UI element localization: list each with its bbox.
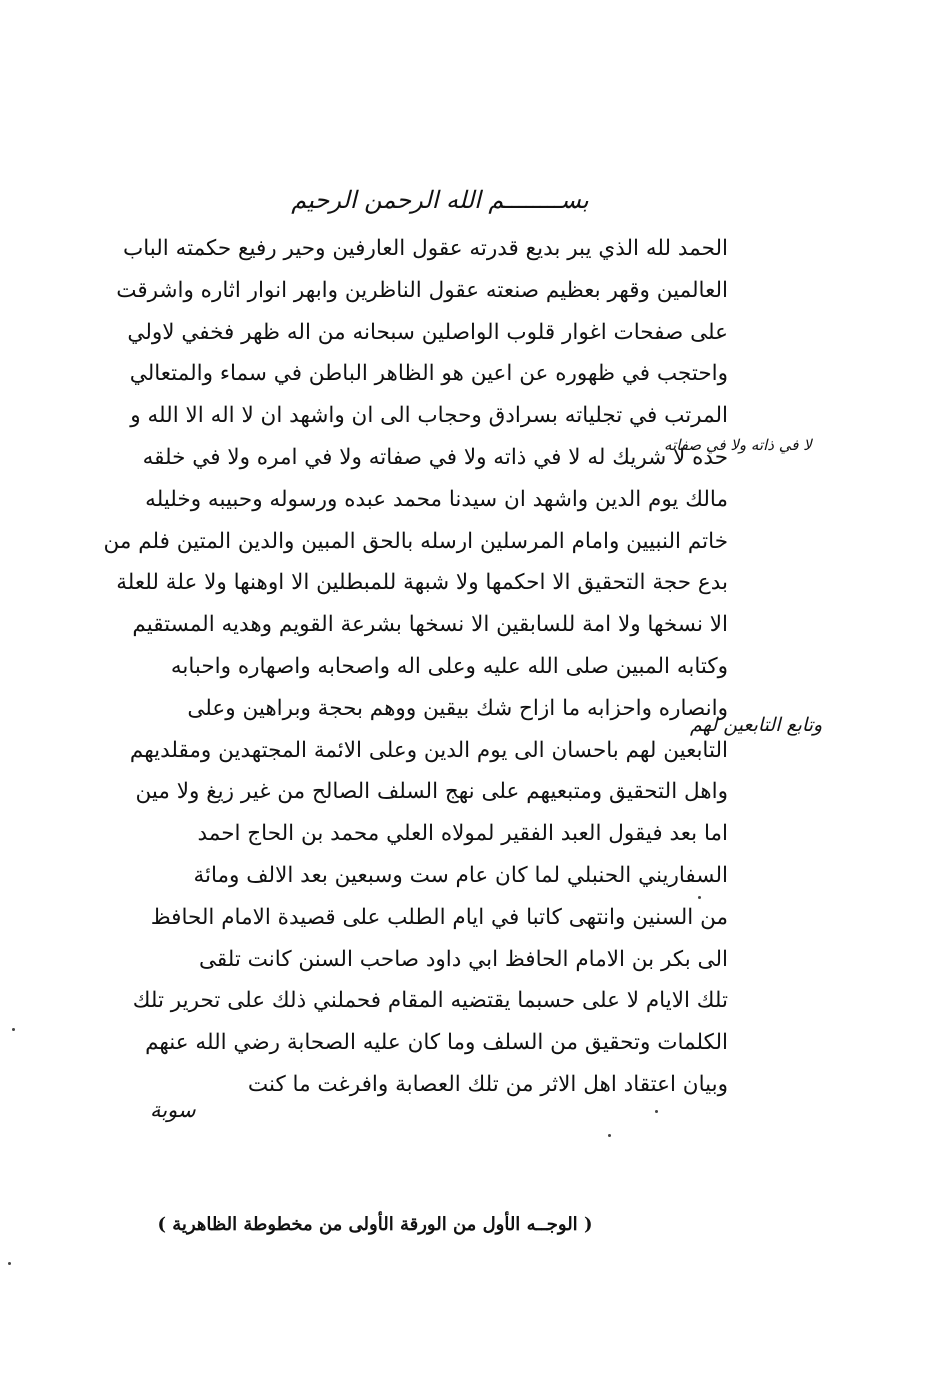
- manuscript-line-13: التابعين لهم باحسان الى يوم الدين وعلى الائمة المجتهدين ومقلديهم: [129, 737, 728, 763]
- manuscript-line-11: وكتابه المبين صلى الله عليه وعلى اله واصحابه واصهاره واحبابه: [170, 653, 728, 679]
- manuscript-line-17: من السنين وانتهى كاتبا في ايام الطلب على قصيدة الامام الحافظ: [150, 904, 728, 930]
- scan-speck: [655, 1110, 658, 1113]
- manuscript-line-2: العالمين وقهر بعظيم صنعته عقول الناظرين وابهر انوار اثاره واشرقت: [116, 277, 728, 303]
- page-caption: ( الوجــه الأول من الورقة الأولى من مخطوطة الظاهرية ): [157, 1214, 593, 1235]
- manuscript-line-16: السفاريني الحنبلي لما كان عام ست وسبعين بعد الالف ومائة: [193, 862, 728, 888]
- catchword: سوبة: [150, 1098, 196, 1122]
- manuscript-line-19: تلك الايام لا على حسبما يقتضيه المقام فحملني ذلك على تحرير تلك: [132, 988, 728, 1014]
- manuscript-line-4: واحتجب في ظهوره عن اعين هو الظاهر الباطن في سماء والمتعالي: [129, 361, 728, 387]
- manuscript-line-9: بدع حجة التحقيق الا احكمها ولا شبهة للمبطلين الا اوهنها ولا علة للعلة: [116, 570, 728, 596]
- manuscript-line-1: الحمد لله الذي يبر بديع قدرته عقول العارفين وحير رفيع حكمته الباب: [122, 236, 728, 261]
- manuscript-line-7: مالك يوم الدين واشهد ان سيدنا محمد عبده ورسوله وحبيبه وخليله: [145, 486, 728, 512]
- manuscript-line-10: الا نسخها ولا امة للسابقين الا نسخها بشرعة القويم وهديه المستقيم: [132, 612, 728, 638]
- manuscript-line-18: الى بكر بن الامام الحافظ ابي داود صاحب السنن كانت تلقى: [198, 946, 728, 972]
- manuscript-line-8: خاتم النبيين وامام المرسلين ارسله بالحق المبين والدين المتين فلم من: [103, 528, 728, 554]
- manuscript-line-21: وبيان اعتقاد اهل الاثر من تلك العصابة وافرغت ما كنت: [247, 1071, 728, 1097]
- manuscript-line-20: الكلمات وتحقيق من السلف وما كان عليه الصحابة رضي الله عنهم: [145, 1030, 728, 1056]
- scan-speck: [8, 1262, 11, 1265]
- manuscript-line-6: حده لا شريك له لا في ذاته ولا في صفاته ولا في امره ولا في خلقه: [142, 444, 728, 470]
- manuscript-line-5: المرتب في تجلياته بسرادق وحجاب الى ان واشهد ان لا اله الا الله و: [130, 403, 728, 429]
- margin-note-1: لا في ذاته ولا في صفاته: [664, 436, 812, 454]
- manuscript-line-12: وانصاره واحزابه ما ازاح شك بيقين ووهم بحجة وبراهين وعلى: [187, 695, 728, 721]
- manuscript-line-3: على صفحات اغوار قلوب الواصلين سبحانه من اله ظهر فخفي لاولي: [127, 319, 728, 345]
- scan-speck: [12, 1028, 15, 1031]
- basmala-heading: بســــــــم الله الرحمن الرحيم: [291, 186, 589, 214]
- manuscript-line-14: واهل التحقيق ومتبعيهم على نهج السلف الصالح من غير زيغ ولا مين: [135, 779, 728, 805]
- manuscript-text-block: [48, 228, 728, 1106]
- scan-speck: [698, 896, 701, 899]
- scan-speck: [608, 1134, 611, 1137]
- margin-note-2: وتابع التابعين لهم: [690, 714, 823, 736]
- manuscript-line-15: اما بعد فيقول العبد الفقير لمولاه العلي محمد بن الحاج احمد: [197, 821, 728, 847]
